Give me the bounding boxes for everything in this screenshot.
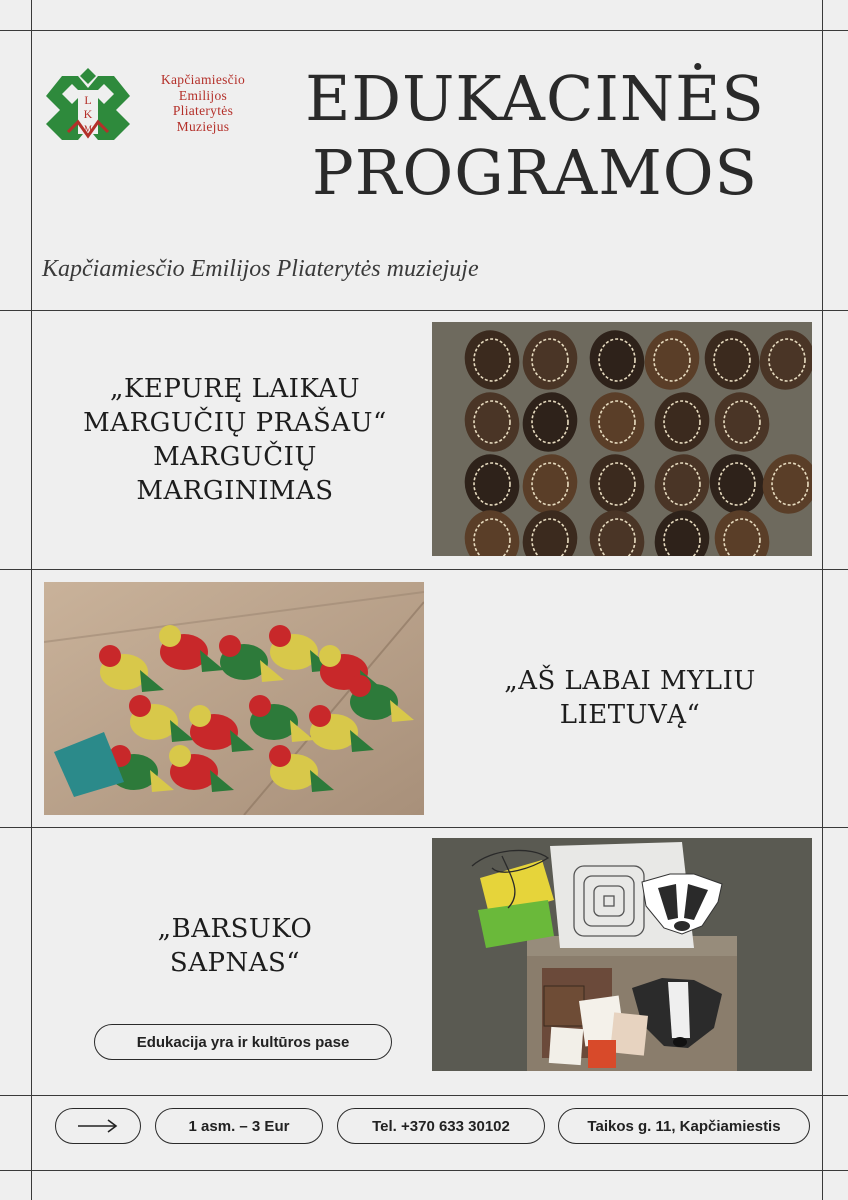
yarn-bird-head (249, 695, 271, 717)
next-arrow-button[interactable] (55, 1108, 141, 1144)
yarn-birds-photo (44, 582, 424, 815)
grid-line-footer-bottom (0, 1170, 848, 1171)
grid-line-row1-bottom (0, 569, 848, 570)
grid-line-row2-bottom (0, 827, 848, 828)
grid-line-row3-bottom (0, 1095, 848, 1096)
museum-emblem-icon (44, 66, 132, 146)
svg-text:K: K (83, 107, 93, 121)
program-title-eggs: „KEPURĘ LAIKAU MARGUČIŲ PRAŠAU“ MARGUČIŲ MARGINIMAS (83, 374, 387, 506)
yarn-bird-head (269, 625, 291, 647)
price-badge: 1 asm. – 3 Eur (155, 1108, 323, 1144)
yarn-bird-head (309, 705, 331, 727)
phone-link[interactable]: Tel. +370 633 30102 (337, 1108, 545, 1144)
yarn-bird-head (99, 645, 121, 667)
address-badge: Taikos g. 11, Kapčiamiestis (558, 1108, 810, 1144)
program-title-lithuania: „AŠ LABAI MYLIU LIETUVĄ“ (504, 666, 756, 730)
museum-name: Kapčiamiesčio Emilijos Pliaterytės Muziejus (160, 72, 246, 134)
yarn-bird-head (169, 745, 191, 767)
grid-line-header-bottom (0, 310, 848, 311)
grid-line-left (31, 0, 32, 1200)
program-title-badger: „BARSUKO SAPNAS“ (157, 914, 313, 978)
culture-pass-badge: Edukacija yra ir kultūros pase (94, 1024, 392, 1060)
page-title: EDUKACINĖS PROGRAMOS (305, 62, 765, 209)
grid-line-right (822, 0, 823, 1200)
yarn-bird-head (129, 695, 151, 717)
yarn-bird-head (349, 675, 371, 697)
svg-text:M: M (83, 124, 93, 134)
yarn-bird-head (189, 705, 211, 727)
svg-text:L: L (84, 93, 92, 107)
museum-logo (44, 66, 264, 150)
yarn-bird-head (319, 645, 341, 667)
grid-line-top (0, 30, 848, 31)
page-subtitle: Kapčiamiesčio Emilijos Pliaterytės muziejuje (42, 256, 479, 282)
arrow-right-icon (76, 1118, 120, 1134)
yarn-bird-head (219, 635, 241, 657)
decorated-eggs-photo (432, 322, 812, 556)
badger-craft-photo (432, 838, 812, 1071)
yarn-bird-head (159, 625, 181, 647)
yarn-bird-head (269, 745, 291, 767)
